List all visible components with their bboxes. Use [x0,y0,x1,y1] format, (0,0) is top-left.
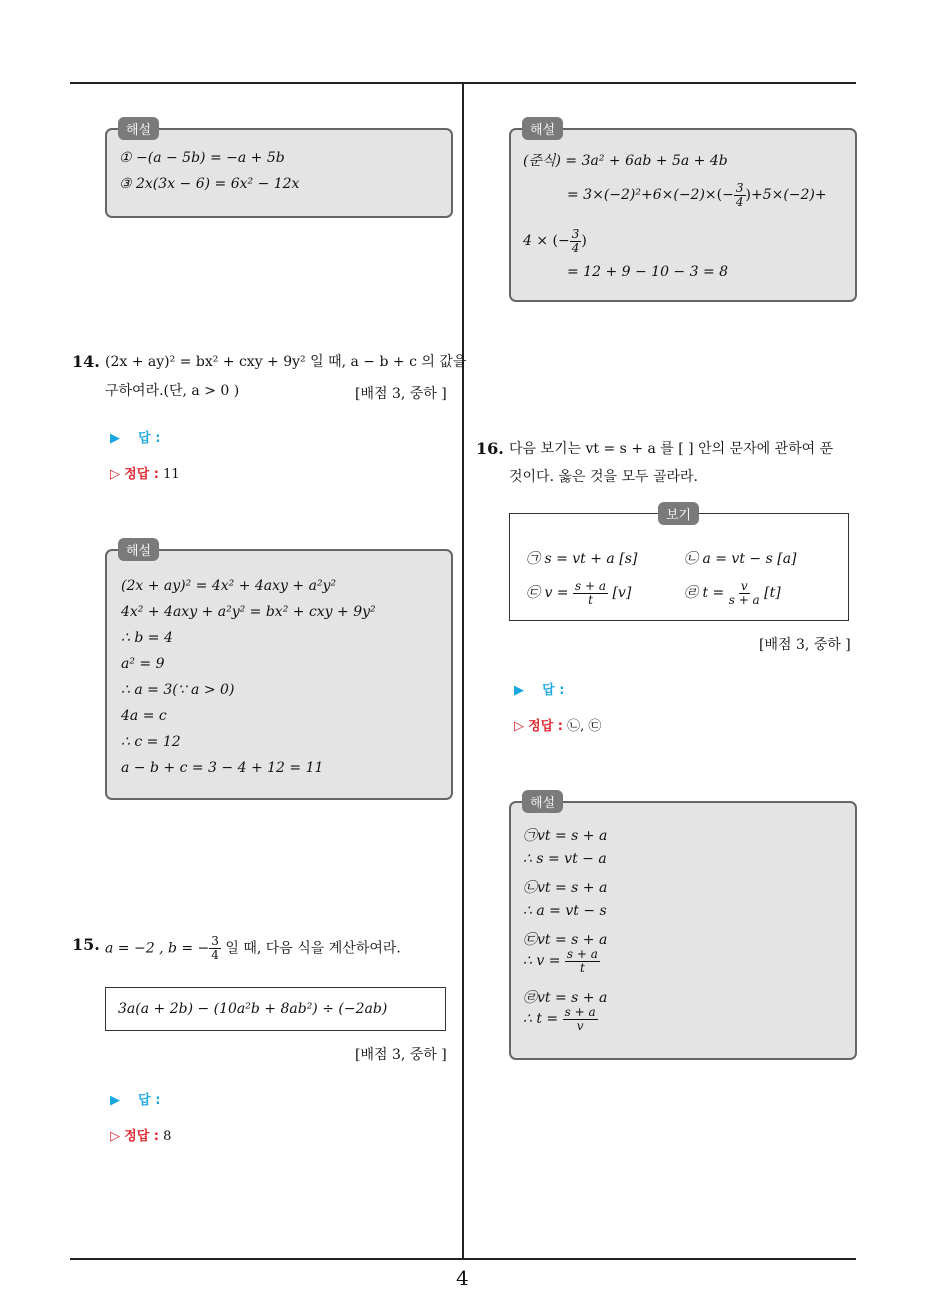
score-label: [배점 3, 중하 ] [355,386,447,402]
answer-arrow-icon: ▶ [110,1093,120,1108]
answer-arrow-icon: ▶ [110,431,120,446]
fraction: $\frac{3}{4}$ [211,934,219,962]
correct-answer-value: 8 [163,1129,172,1144]
question-16-text-line2: 것이다. 옳은 것을 모두 골라라. [509,469,698,485]
bogi-item-a: ㉠ s = vt + a [s] [526,551,638,567]
correct-answer-value: 11 [163,467,180,482]
correct-answer-label: 정답 : [528,719,563,734]
bogi-item-b: ㉡ a = vt − s [a] [684,551,797,567]
explanation-line: ③ 2x(3x − 6) = 6x² − 12x [119,176,300,192]
correct-answer-16 [514,715,601,734]
explanation-line: ∴ s = vt − a [523,851,607,867]
fraction: $\frac{3}{4}$ [571,226,580,255]
expression-box [105,987,446,1031]
explanation-box-13 [105,128,453,218]
fraction: $\frac{3}{4}$ [735,180,744,209]
bogi-tag: 보기 [658,502,699,525]
bottom-rule [70,1258,856,1260]
explanation-line: ∴ a = vt − s [523,903,607,919]
correct-arrow-icon: ▷ [110,1129,120,1144]
explanation-line: ∴ b = 4 [121,630,173,646]
correct-answer-14 [110,463,180,482]
fraction: $\frac{s + a}{v}$ [564,1004,596,1033]
correct-arrow-icon: ▷ [514,719,524,734]
explanation-line: ㉡vt = s + a [523,880,608,896]
answer-prompt-label: 답 : [138,1093,161,1108]
fraction: $\frac{s + a}{t}$ [575,578,606,607]
explanation-line: (2x + ay)² = 4x² + 4axy + a²y² [121,578,337,594]
bogi-box [509,513,849,621]
explanation-line: ∴ a = 3(∵ a > 0) [121,682,235,698]
question-16-text-line1: 다음 보기는 vt = s + a 를 [ ] 안의 문자에 관하여 푼 [509,441,834,457]
question-number-14: 14. [72,352,100,371]
correct-answer-15 [110,1125,171,1144]
explanation-line: ① −(a − 5b) = −a + 5b [119,150,285,166]
explanation-line: ㉣vt = s + a [523,990,608,1006]
explanation-line: a − b + c = 3 − 4 + 12 = 11 [121,760,324,776]
question-15-instruction: 일 때, 다음 식을 계산하여라. [220,940,401,957]
explanation-line: ㉠vt = s + a [523,828,608,844]
explanation-line: ∴ v = $\frac{s + a}{t}$ [523,946,598,975]
answer-prompt-15[interactable] [110,1089,160,1108]
explanation-tag: 해설 [522,117,563,140]
question-15-vars: a = −2 , b = − [105,940,210,957]
explanation-line: ∴ t = $\frac{s + a}{v}$ [523,1004,596,1033]
explanation-box-16 [509,801,857,1060]
score-label: [배점 3, 중하 ] [759,637,851,653]
correct-answer-value: ㉡, ㉢ [567,719,602,734]
page-number: 4 [456,1266,469,1290]
explanation-line: ∴ c = 12 [121,734,181,750]
explanation-box-14 [105,549,453,800]
bogi-item-d: ㉣ t = $\frac{v}{s + a}$ [t] [684,578,781,607]
bogi-item-c: ㉢ v = $\frac{s + a}{t}$ [v] [526,578,632,607]
explanation-line: 4 × (− $\frac{3}{4}$ ) [523,226,587,255]
correct-answer-label: 정답 : [124,1129,159,1144]
explanation-line: = 12 + 9 − 10 − 3 = 8 [567,264,729,280]
score-label: [배점 3, 중하 ] [355,1047,447,1063]
correct-arrow-icon: ▷ [110,467,120,482]
fraction: $\frac{s + a}{t}$ [566,946,598,975]
question-number-15: 15. [72,935,100,954]
explanation-line: (준식) = 3a² + 6ab + 5a + 4b [523,153,728,169]
answer-arrow-icon: ▶ [514,683,524,698]
fraction: $\frac{v}{s + a}$ [728,578,760,607]
explanation-line: ㉢vt = s + a [523,932,608,948]
explanation-tag: 해설 [118,117,159,140]
correct-answer-label: 정답 : [124,467,159,482]
answer-prompt-label: 답 : [542,683,565,698]
answer-prompt-14[interactable] [110,427,160,446]
explanation-tag: 해설 [118,538,159,561]
question-15-text [105,935,401,962]
answer-prompt-16[interactable] [514,679,564,698]
explanation-line: 4a = c [121,708,167,724]
question-number-16: 16. [476,439,504,458]
explanation-tag: 해설 [522,790,563,813]
explanation-line: 4x² + 4axy + a²y² = bx² + cxy + 9y² [121,604,376,620]
explanation-box-15 [509,128,857,302]
question-14-text-line1: (2x + ay)² = bx² + cxy + 9y² 일 때, a − b + c 의 값을 [105,354,467,370]
explanation-line: = 3×(−2)²+6×(−2)×(− $\frac{3}{4}$ )+5×(−2)+ [567,180,827,209]
answer-prompt-label: 답 : [138,431,161,446]
explanation-line: a² = 9 [121,656,165,672]
column-divider [462,82,464,1260]
question-14-text-line2: 구하여라.(단, a > 0 ) [105,383,240,399]
expression: 3a(a + 2b) − (10a²b + 8ab²) ÷ (−2ab) [118,1001,388,1017]
